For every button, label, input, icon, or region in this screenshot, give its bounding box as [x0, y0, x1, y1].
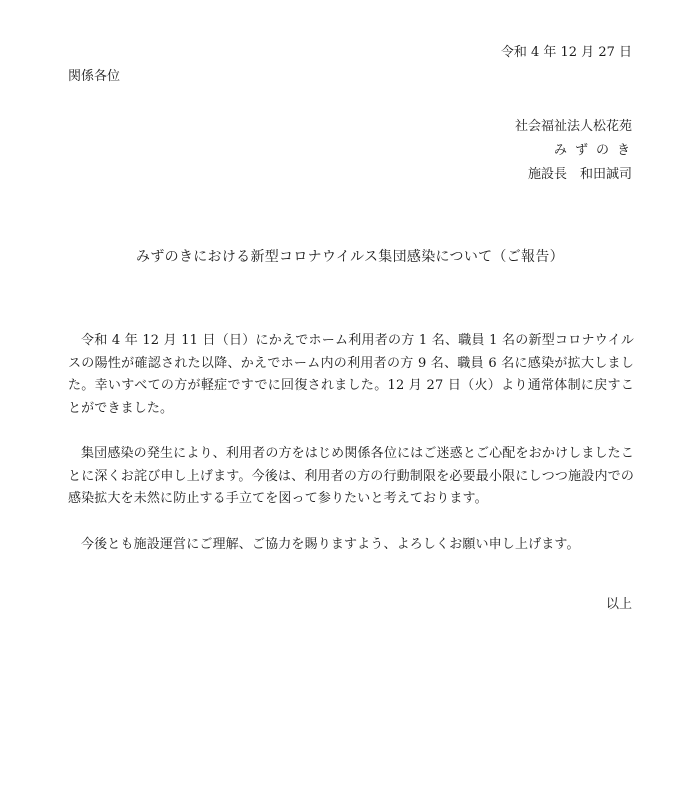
- recipient-line: 関係各位: [68, 69, 121, 84]
- body-paragraph-1: 令和 4 年 12 月 11 日（日）にかえでホーム利用者の方 1 名、職員 1 名の新型コロナウイルスの陽性が確認された以降、かえでホーム内の利用者の方 9 名、職員 6 名に感染が拡大しました。幸いすべての方が軽症ですでに回復されました。12 月 27 日（火）より通常体制に戻すことができました。: [68, 333, 634, 416]
- body-paragraph-2: 集団感染の発生により、利用者の方をはじめ関係各位にはご迷惑とご心配をおかけしましたことに深くお詫び申し上げます。今後は、利用者の方の行動制限を必要最小限にしつつ施設内での感染拡大を未然に防止する手立てを図って参りたいと考えております。: [68, 446, 634, 506]
- body-paragraph-3: 今後とも施設運営にご理解、ご協力を賜りますよう、よろしくお願い申し上げます。: [81, 536, 580, 552]
- sender-director: 施設長 和田誠司: [527, 167, 632, 182]
- closing-mark: 以上: [605, 597, 632, 612]
- document-body: [68, 330, 634, 556]
- document-date: 令和 4 年 12 月 27 日: [500, 45, 632, 60]
- sender-organization: 社会福祉法人松花苑: [514, 119, 632, 134]
- document-title: みずのきにおける新型コロナウイルス集団感染について（ご報告）: [136, 249, 564, 265]
- sender-facility: みずのき: [553, 143, 638, 158]
